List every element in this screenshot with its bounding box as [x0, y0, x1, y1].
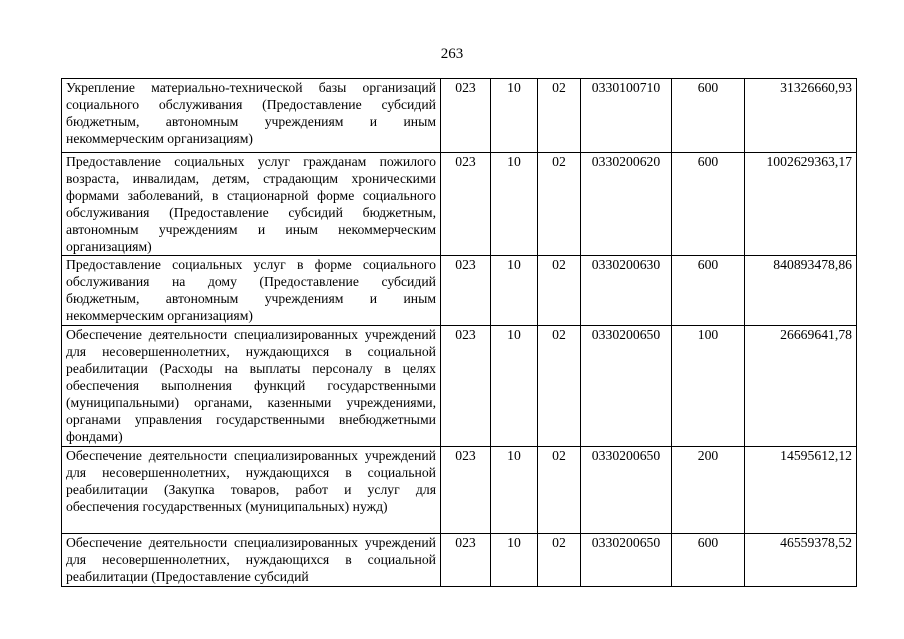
row-description: Предоставление социальных услуг в форме социального обслуживания на дому (Предоставление субсидий бюджетным, автономным учреждениям и иным некоммерческим организациям) [62, 256, 441, 326]
row-description: Обеспечение деятельности специализированных учреждений для несовершеннолетних, нуждающихся в социальной реабилитации (Предоставление субсидий [62, 534, 441, 587]
subsection-code: 02 [538, 256, 581, 326]
target-article-code: 0330200650 [581, 534, 672, 587]
amount-value: 840893478,86 [745, 256, 857, 326]
page-number: 263 [440, 46, 464, 62]
target-article-code: 0330200630 [581, 256, 672, 326]
ministry-code: 023 [441, 79, 491, 153]
expense-type-code: 100 [672, 326, 745, 447]
expense-type-code: 200 [672, 447, 745, 534]
section-code: 10 [491, 256, 538, 326]
subsection-code: 02 [538, 153, 581, 256]
expense-type-code: 600 [672, 534, 745, 587]
expense-type-code: 600 [672, 256, 745, 326]
amount-value: 26669641,78 [745, 326, 857, 447]
ministry-code: 023 [441, 256, 491, 326]
ministry-code: 023 [441, 534, 491, 587]
target-article-code: 0330200650 [581, 447, 672, 534]
target-article-code: 0330200650 [581, 326, 672, 447]
subsection-code: 02 [538, 534, 581, 587]
ministry-code: 023 [441, 447, 491, 534]
amount-value: 46559378,52 [745, 534, 857, 587]
table-row [62, 79, 857, 153]
subsection-code: 02 [538, 326, 581, 447]
amount-value: 31326660,93 [745, 79, 857, 153]
section-code: 10 [491, 534, 538, 587]
section-code: 10 [491, 153, 538, 256]
table-row [62, 256, 857, 326]
budget-table [61, 78, 857, 587]
section-code: 10 [491, 79, 538, 153]
amount-value: 1002629363,17 [745, 153, 857, 256]
table-row [62, 534, 857, 587]
section-code: 10 [491, 447, 538, 534]
ministry-code: 023 [441, 326, 491, 447]
amount-value: 14595612,12 [745, 447, 857, 534]
table-row [62, 326, 857, 447]
expense-type-code: 600 [672, 79, 745, 153]
subsection-code: 02 [538, 447, 581, 534]
ministry-code: 023 [441, 153, 491, 256]
table-row [62, 153, 857, 256]
section-code: 10 [491, 326, 538, 447]
row-description: Предоставление социальных услуг гражданам пожилого возраста, инвалидам, детям, страдающим хроническими формами заболеваний, в стационарной форме социального обслуживания (Предоставление субсидий бюджетным, автономным учреждениям и иным некоммерческим организациям) [62, 153, 441, 256]
row-description: Обеспечение деятельности специализированных учреждений для несовершеннолетних, нуждающихся в социальной реабилитации (Закупка товаров, работ и услуг для обеспечения государственных (муниципальных) нужд) [62, 447, 441, 534]
subsection-code: 02 [538, 79, 581, 153]
target-article-code: 0330100710 [581, 79, 672, 153]
target-article-code: 0330200620 [581, 153, 672, 256]
row-description: Обеспечение деятельности специализированных учреждений для несовершеннолетних, нуждающихся в социальной реабилитации (Расходы на выплаты персоналу в целях обеспечения выполнения функций государственными (муниципальными) органами, казенными учреждениями, органами управления государственными внебюджетными фондами) [62, 326, 441, 447]
table-row [62, 447, 857, 534]
expense-type-code: 600 [672, 153, 745, 256]
row-description: Укрепление материально-технической базы организаций социального обслуживания (Предоставление субсидий бюджетным, автономным учреждениям и иным некоммерческим организациям) [62, 79, 441, 153]
